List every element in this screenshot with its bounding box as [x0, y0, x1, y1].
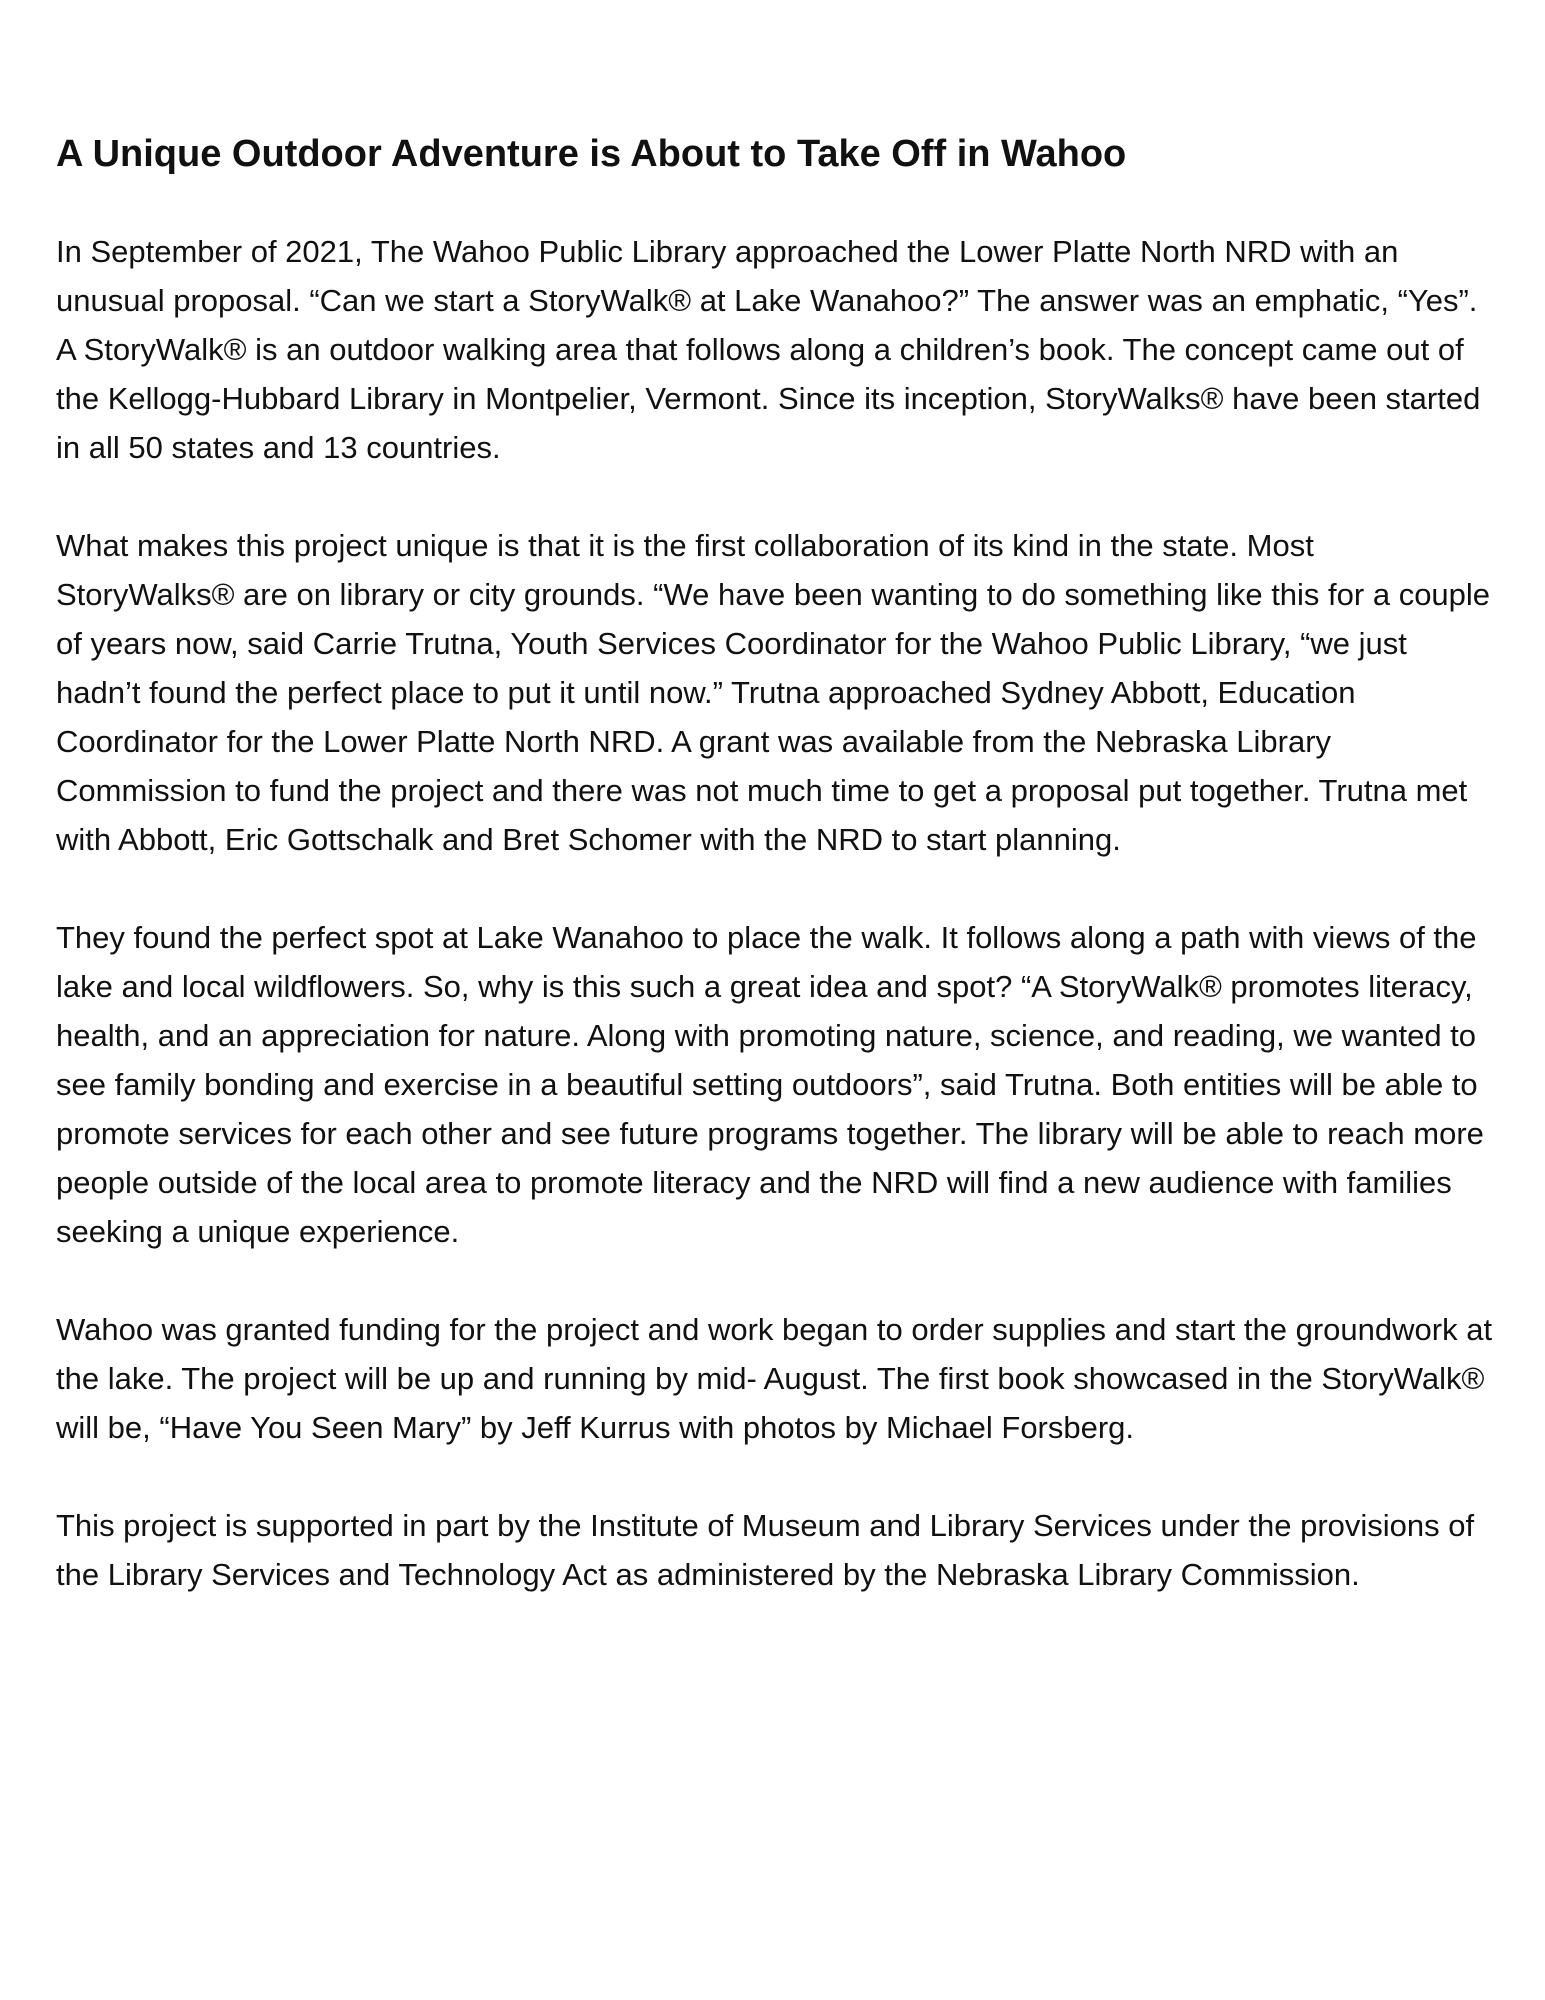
- document-page: [56, 126, 1496, 1599]
- paragraph-intro: In September of 2021, The Wahoo Public Library approached the Lower Platte North NRD with an unusual proposal. “Can we start a StoryWalk® at Lake Wanahoo?” The answer was an emphatic, “Yes”. A StoryWalk® is an outdoor walking area that follows along a children’s book. The concept came out of the Kellogg-Hubbard Library in Montpelier, Vermont. Since its inception, StoryWalks® have been started in all 50 states and 13 countries.: [56, 234, 1481, 465]
- paragraph-funding: Wahoo was granted funding for the project and work began to order supplies and start the groundwork at the lake. The project will be up and running by mid- August. The first book showcased in the StoryWalk® will be, “Have You Seen Mary” by Jeff Kurrus with photos by Michael Forsberg.: [56, 1312, 1493, 1445]
- paragraph-location: They found the perfect spot at Lake Wanahoo to place the walk. It follows along a path with views of the lake and local wildflowers. So, why is this such a great idea and spot? “A StoryWalk® promotes literacy, health, and an appreciation for nature. Along with promoting nature, science, and reading, we wanted to see family bonding and exercise in a beautiful setting outdoors”, said Trutna. Both entities will be able to promote services for each other and see future programs together. The library will be able to reach more people outside of the local area to promote literacy and the NRD will find a new audience with families seeking a unique experience.: [56, 920, 1484, 1249]
- article-title: A Unique Outdoor Adventure is About to Take Off in Wahoo: [56, 133, 1127, 175]
- paragraph-acknowledgement: This project is supported in part by the Institute of Museum and Library Services under the provisions of the Library Services and Technology Act as administered by the Nebraska Library Commission.: [56, 1508, 1475, 1592]
- paragraph-collaboration: What makes this project unique is that it is the first collaboration of its kind in the state. Most StoryWalks® are on library or city grounds. “We have been wanting to do something like this for a couple of years now, said Carrie Trutna, Youth Services Coordinator for the Wahoo Public Library, “we just hadn’t found the perfect place to put it until now.” Trutna approached Sydney Abbott, Education Coordinator for the Lower Platte North NRD. A grant was available from the Nebraska Library Commission to fund the project and there was not much time to get a proposal put together. Trutna met with Abbott, Eric Gottschalk and Bret Schomer with the NRD to start planning.: [56, 528, 1491, 857]
